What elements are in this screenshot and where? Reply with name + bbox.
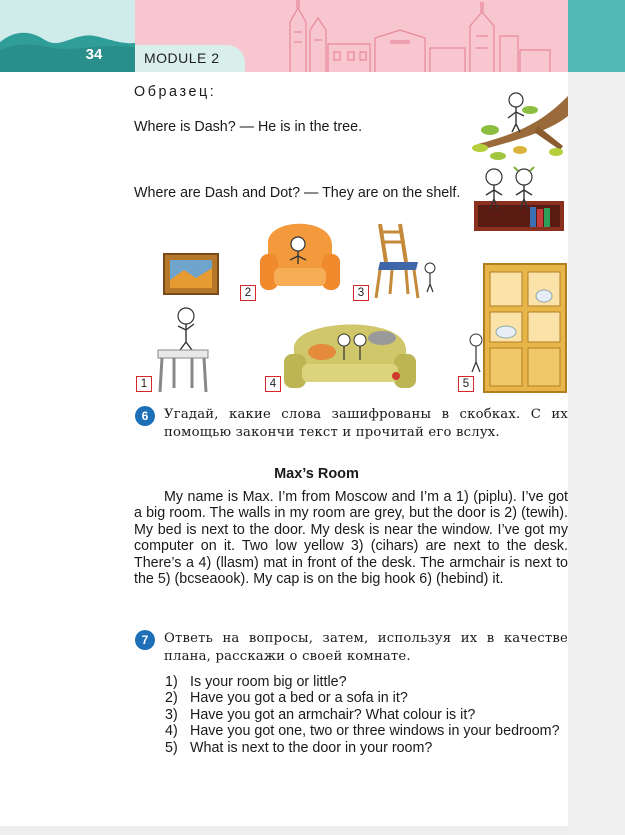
sample-example-2: Where are Dash and Dot? — They are on the shelf. [134, 185, 461, 201]
question-text: Have you got an armchair? What colour is it? [190, 706, 476, 723]
picture-3-chair-illustration [372, 222, 442, 300]
picture-2-armchair-illustration [258, 214, 342, 300]
question-item [165, 690, 568, 706]
question-number: 5) [165, 739, 178, 756]
picture-number-box: 2 [240, 285, 256, 301]
sample-example-1: Where is Dash? — He is in the tree. [134, 119, 363, 135]
question-number: 2) [165, 690, 178, 707]
story-title: Max’s Room [274, 466, 359, 482]
question-list [165, 674, 568, 756]
task-6-instruction: Угадай, какие слова зашифрованы в скобках. С их помощью закончи текст и прочитай его вслух. [164, 407, 568, 440]
question-number: 1) [165, 674, 178, 690]
question-item [165, 723, 568, 739]
module-label: MODULE 2 [144, 50, 220, 66]
story-text [134, 489, 568, 587]
question-item [165, 674, 568, 690]
picture-number-box: 4 [265, 376, 281, 392]
city-skyline-illustration [250, 0, 568, 72]
question-item [165, 740, 568, 756]
sample-label: Образец: [134, 84, 217, 100]
picture-number-box: 5 [458, 376, 474, 392]
shelf-illustration [470, 165, 566, 237]
picture-number-box: 3 [353, 285, 369, 301]
picture-4-sofa-illustration [282, 310, 418, 394]
right-margin-bar [568, 72, 625, 835]
question-text: Have you got one, two or three windows in your bedroom? [190, 723, 560, 740]
tree-branch-illustration [468, 86, 568, 162]
question-item [165, 707, 568, 723]
question-number: 3) [165, 706, 178, 723]
picture-number-box: 1 [136, 376, 152, 392]
header-right-band [568, 0, 625, 72]
page-number: 34 [85, 46, 103, 63]
task-6-number-badge: 6 [135, 406, 155, 426]
story-paragraph: My name is Max. I’m from Moscow and I’m a 1) (piplu). I’ve got a big room. The walls in my room are grey, but the door is 2) (tewih). My bed is next to the door. My desk is near the window. I’ve got my computer on it. Two low yellow 3) (cihars) are next to the desk. There’s a 4) (llasm) mat in front of the desk. The armchair is next to the 5) (bcseaook). My cap is on the big hook 6) (hebind) it. [134, 489, 568, 588]
task-7-instruction: Ответь на вопросы, затем, используя их в качестве плана, расскажи о своей комнате. [164, 631, 568, 664]
question-text: Is your room big or little? [190, 674, 347, 690]
task-7-number-badge: 7 [135, 630, 155, 650]
picture-1-stool-illustration [150, 248, 230, 394]
question-text: What is next to the door in your room? [190, 739, 433, 756]
question-text: Have you got a bed or a sofa in it? [190, 690, 408, 707]
picture-5-bookcase-illustration [466, 262, 568, 394]
bottom-margin-bar [0, 826, 568, 835]
question-number: 4) [165, 723, 178, 740]
